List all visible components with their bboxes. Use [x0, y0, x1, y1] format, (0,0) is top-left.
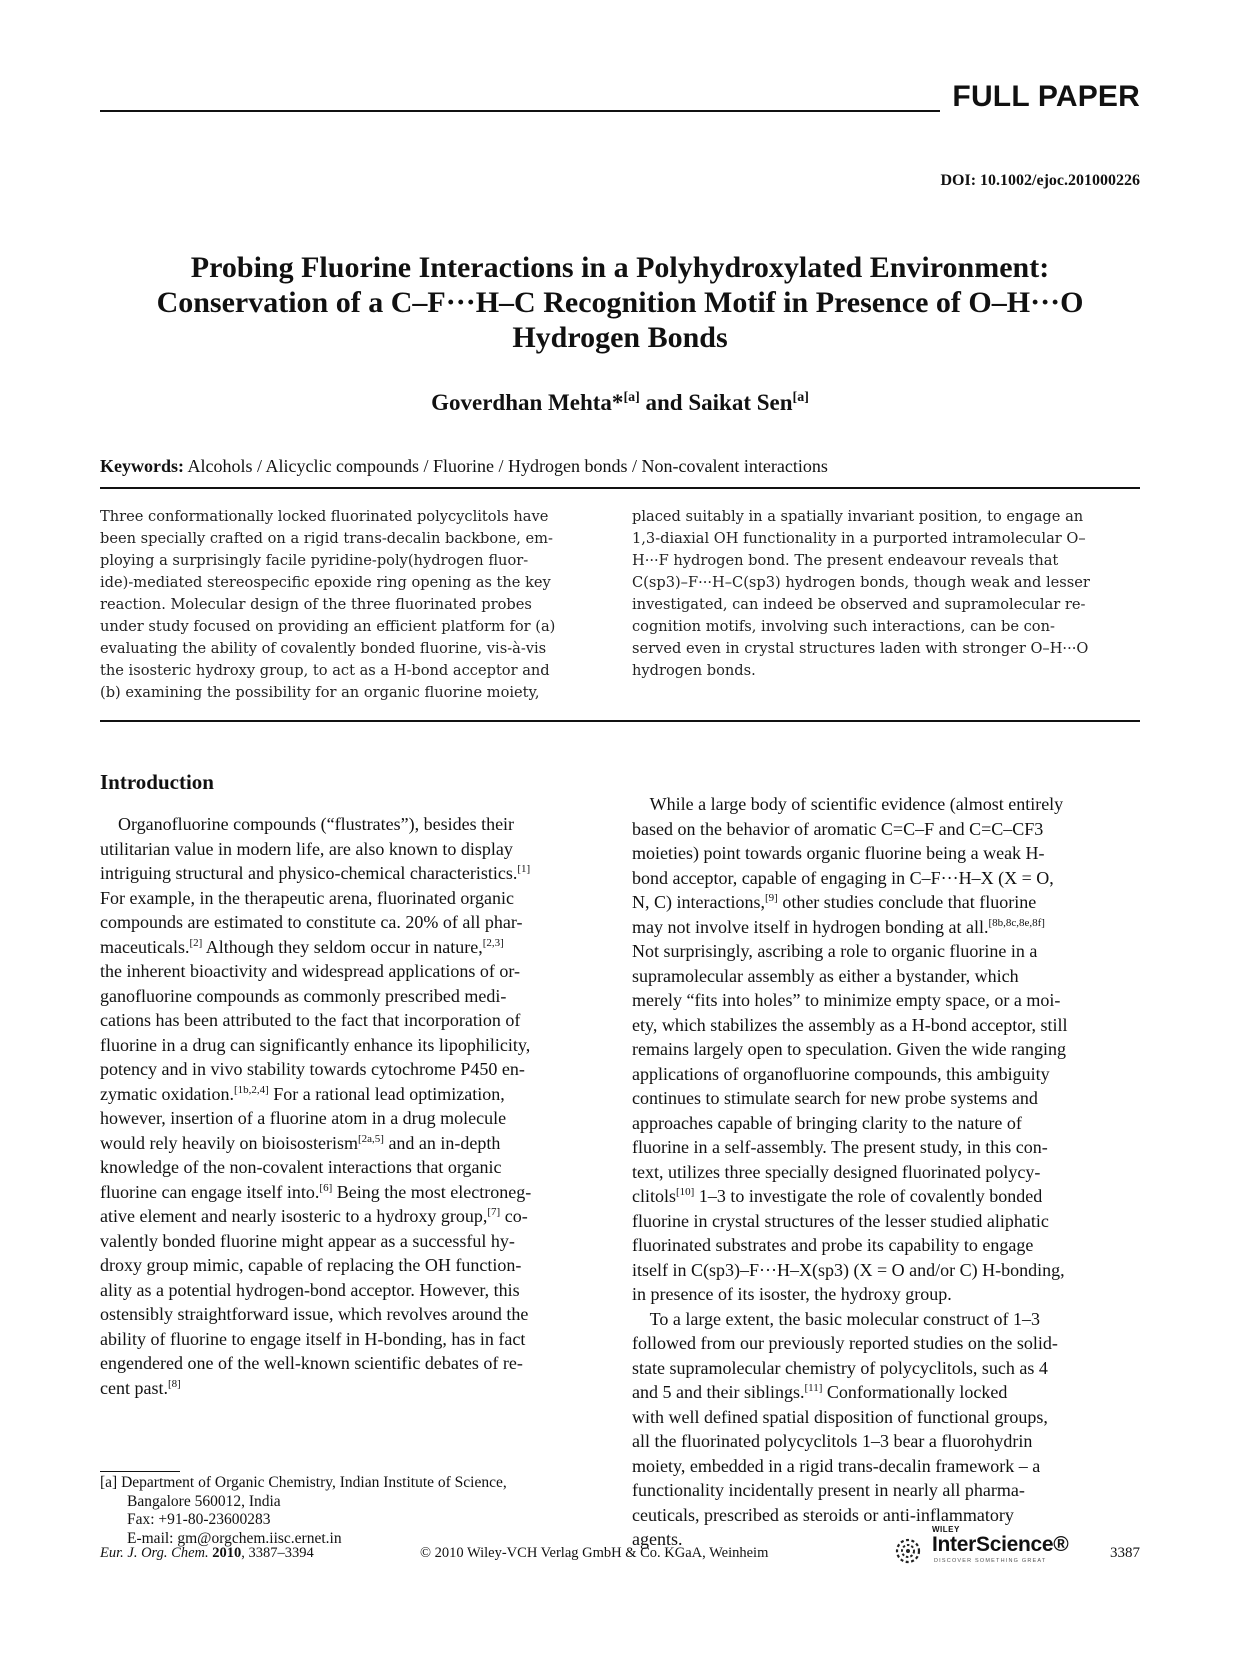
journal-year: 2010 — [212, 1545, 242, 1561]
text-line: ability of fluorine to engage itself in H-bonding, has in fact — [100, 1328, 526, 1349]
text-line: moieties) point towards organic fluorine being a weak H- — [632, 843, 1045, 863]
footnote-line: Bangalore 560012, India — [127, 1492, 281, 1510]
interscience-logo — [892, 1525, 1069, 1565]
abstract-top-rule — [100, 487, 1140, 489]
text-line: reaction. Molecular design of the three fluorinated probes — [100, 596, 532, 613]
text-line: Not surprisingly, ascribing a role to organic fluorine in a — [632, 941, 1038, 961]
text-line: knowledge of the non-covalent interactions that organic — [100, 1157, 502, 1177]
text-line: state supramolecular chemistry of polycyclitols, such as 4 — [632, 1357, 1048, 1378]
text-line: Three conformationally locked fluorinated polycyclitols have — [100, 508, 549, 525]
text-line: For example, in the therapeutic arena, fluorinated organic — [100, 887, 514, 908]
page-number: 3387 — [1110, 1545, 1140, 1561]
text-line: engendered one of the well-known scientific debates of re- — [100, 1353, 523, 1373]
text-line: fluorine in a drug can significantly enhance its lipophilicity, — [100, 1034, 531, 1055]
text-line: ide)-mediated stereospecific epoxide ring opening as the key — [100, 574, 551, 591]
text-line: hydrogen bonds. — [632, 662, 756, 679]
text-line: ceuticals, prescribed as steroids or anti-inflammatory — [632, 1504, 1014, 1525]
text-line: N, C) interactions,[9] other studies conclude that fluorine — [632, 892, 1037, 912]
section-heading: Introduction — [100, 770, 214, 794]
keywords — [100, 456, 828, 477]
text-line: continues to stimulate search for new probe systems and — [632, 1088, 1038, 1108]
text-line: supramolecular assembly as either a bystander, which — [632, 965, 1019, 986]
text-line: and 5 and their siblings.[11] Conformationally locked — [632, 1382, 1008, 1402]
text-line: in presence of its isoster, the hydroxy group. — [632, 1284, 952, 1304]
footnote-line: Fax: +91-80-23600283 — [127, 1511, 271, 1528]
text-line: zymatic oxidation.[1b,2,4] For a rational lead optimization, — [100, 1083, 505, 1104]
text-line: approaches capable of bringing clarity to the nature of — [632, 1112, 1022, 1133]
text-line: evaluating the ability of covalently bonded fluorine, vis-à-vis — [100, 640, 547, 657]
affiliation-footnote — [100, 1474, 507, 1548]
doi: DOI: 10.1002/ejoc.201000226 — [940, 172, 1140, 189]
text-line: been specially crafted on a rigid trans-decalin backbone, em- — [100, 530, 553, 547]
title-line: Probing Fluorine Interactions in a Polyhydroxylated Environment: — [190, 251, 1050, 284]
keywords-text: Alcohols / Alicyclic compounds / Fluorine / Hydrogen bonds / Non-covalent interactions — [187, 456, 828, 476]
logo-brand: InterScience® — [932, 1533, 1069, 1556]
title-line: Conservation of a C–F···H–C Recognition Motif in Presence of O–H···O — [156, 286, 1084, 319]
text-line: functionality incidentally present in nearly all pharma- — [632, 1480, 1025, 1500]
text-line: cent past.[8] — [100, 1377, 181, 1398]
text-line: valently bonded fluorine might appear as a successful hy- — [100, 1230, 515, 1251]
text-line: remains largely open to speculation. Given the wide ranging — [632, 1039, 1067, 1059]
text-line: ative element and nearly isosteric to a hydroxy group,[7] co- — [100, 1206, 528, 1226]
text-line: applications of organofluorine compounds, this ambiguity — [632, 1063, 1050, 1084]
text-line: placed suitably in a spatially invariant position, to engage an — [632, 508, 1084, 525]
text-line: investigated, can indeed be observed and supramolecular re- — [632, 596, 1086, 613]
text-line: the inherent bioactivity and widespread applications of or- — [100, 961, 521, 981]
text-line: all the fluorinated polycyclitols 1–3 bear a fluorohydrin — [632, 1431, 1033, 1451]
journal-name: Eur. J. Org. Chem. — [100, 1545, 209, 1561]
text-line: may not involve itself in hydrogen bonding at all.[8b,8c,8e,8f] — [632, 916, 1045, 937]
text-line: cognition motifs, involving such interactions, can be con- — [632, 618, 1055, 635]
text-line: served even in crystal structures laden with stronger O–H···O — [632, 640, 1089, 657]
text-line: cations has been attributed to the fact that incorporation of — [100, 1010, 521, 1030]
text-line: While a large body of scientific evidence (almost entirely — [632, 794, 1064, 814]
text-line: followed from our previously reported studies on the solid- — [632, 1333, 1058, 1353]
text-line: bond acceptor, capable of engaging in C–F···H–X (X = O, — [632, 867, 1054, 888]
abstract-left-column — [100, 506, 608, 704]
authors — [100, 390, 1140, 416]
body-left-column — [100, 812, 531, 1400]
text-line: To a large extent, the basic molecular construct of 1–3 — [632, 1308, 1040, 1329]
text-line: merely “fits into holes” to minimize empty space, or a moi- — [632, 990, 1061, 1010]
journal-pages: , 3387–3394 — [241, 1545, 314, 1561]
text-line: moiety, embedded in a rigid trans-decalin framework – a — [632, 1455, 1041, 1476]
text-line: potency and in vivo stability towards cytochrome P450 en- — [100, 1059, 525, 1079]
text-line: fluorine in crystal structures of the lesser studied aliphatic — [632, 1210, 1049, 1231]
text-line: ety, which stabilizes the assembly as a H-bond acceptor, still — [632, 1014, 1068, 1035]
text-line: ploying a surprisingly facile pyridine-poly(hydrogen fluor- — [100, 552, 529, 569]
text-line: fluorinated substrates and probe its capability to engage — [632, 1235, 1034, 1255]
section-label: FULL PAPER — [952, 80, 1140, 113]
abstract-bottom-rule — [100, 720, 1140, 722]
text-line: utilitarian value in modern life, are also known to display — [100, 838, 513, 859]
text-line: under study focused on providing an efficient platform for (a) — [100, 618, 556, 635]
text-line: ality as a potential hydrogen-bond acceptor. However, this — [100, 1279, 520, 1300]
journal-citation — [100, 1545, 314, 1562]
text-line: intriguing structural and physico-chemical characteristics.[1] — [100, 863, 531, 883]
footnote-line: Department of Organic Chemistry, Indian Institute of Science, — [121, 1474, 507, 1491]
text-line: compounds are estimated to constitute ca. 20% of all phar- — [100, 912, 523, 932]
text-line: droxy group mimic, capable of replacing the OH function- — [100, 1255, 522, 1275]
header-rule — [100, 110, 940, 112]
text-line: fluorine in a self-assembly. The present study, in this con- — [632, 1137, 1048, 1157]
text-line: would rely heavily on bioisosterism[2a,5] and an in-depth — [100, 1132, 501, 1153]
text-line: however, insertion of a fluorine atom in a drug molecule — [100, 1108, 507, 1128]
logo-publisher: WILEY — [932, 1525, 960, 1534]
text-line: fluorine can engage itself into.[6] Being the most electroneg- — [100, 1181, 532, 1202]
logo-tagline: DISCOVER SOMETHING GREAT — [934, 1558, 1047, 1564]
text-line: agents. — [632, 1529, 683, 1549]
text-line: (b) examining the possibility for an organic fluorine moiety, — [100, 684, 540, 701]
text-line: ganofluorine compounds as commonly prescribed medi- — [100, 985, 507, 1006]
text-line: ostensibly straightforward issue, which revolves around the — [100, 1304, 529, 1324]
body-right-column — [632, 792, 1068, 1552]
text-line: with well defined spatial disposition of functional groups, — [632, 1406, 1048, 1427]
footnote-line: E-mail: gm@orgchem.iisc.ernet.in — [127, 1529, 342, 1547]
text-line: the isosteric hydroxy group, to act as a H-bond acceptor and — [100, 662, 550, 679]
text-line: itself in C(sp3)–F···H–X(sp3) (X = O and/or C) H-bonding, — [632, 1259, 1065, 1280]
author-name: Saikat Sen — [688, 390, 793, 415]
footnote-rule — [100, 1471, 180, 1472]
text-line: H···F hydrogen bond. The present endeavour reveals that — [632, 552, 1059, 569]
text-line: based on the behavior of aromatic C=C–F and C=C–CF3 — [632, 818, 1044, 839]
text-line: Organofluorine compounds (“flustrates”), besides their — [100, 814, 515, 834]
abstract-right-column — [632, 506, 1140, 682]
affiliation-mark: [a] — [792, 390, 809, 405]
text-line: C(sp3)–F···H–C(sp3) hydrogen bonds, though weak and lesser — [632, 574, 1090, 591]
text-line: 1,3-diaxial OH functionality in a purported intramolecular O– — [632, 530, 1086, 547]
author-name: Goverdhan Mehta* — [431, 390, 624, 415]
copyright: © 2010 Wiley-VCH Verlag GmbH & Co. KGaA, Weinheim — [420, 1545, 769, 1561]
text-line: text, utilizes three specially designed fluorinated polycy- — [632, 1161, 1041, 1182]
affiliation-mark: [a] — [623, 390, 640, 405]
author-conjunction: and — [645, 390, 683, 415]
keywords-label: Keywords: — [100, 456, 184, 476]
footnote-marker: [a] — [100, 1474, 118, 1491]
swirl-icon — [892, 1535, 928, 1565]
paper-title — [100, 250, 1140, 355]
text-line: maceuticals.[2] Although they seldom occur in nature,[2,3] — [100, 936, 504, 957]
title-line: Hydrogen Bonds — [512, 321, 728, 354]
text-line: clitols[10] 1–3 to investigate the role of covalently bonded — [632, 1186, 1043, 1206]
